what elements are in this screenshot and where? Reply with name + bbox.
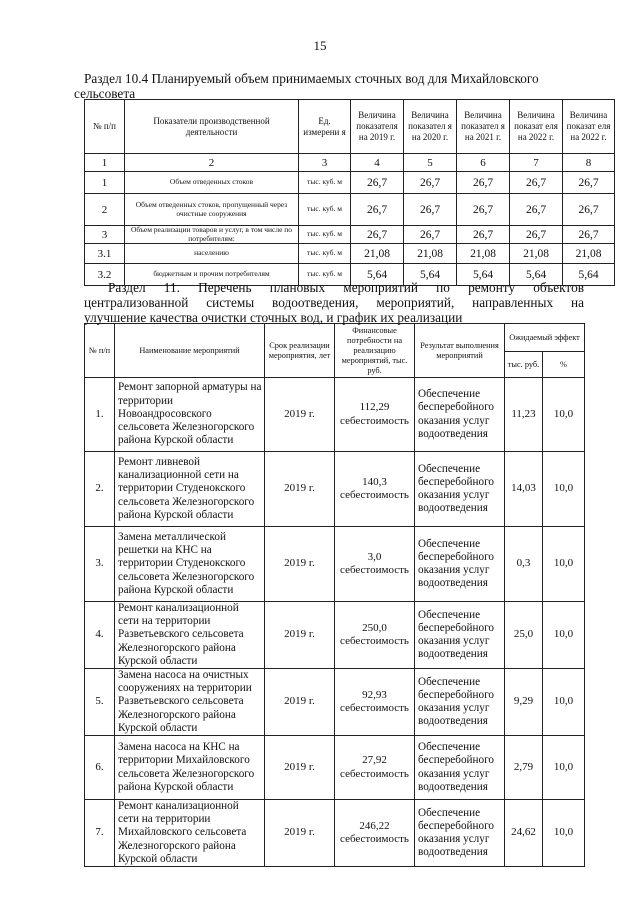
section-10-4-title-line1: Раздел 10.4 Планируемый объем принимаемых сточных вод для Михайловского <box>84 71 539 86</box>
row-indicator: Объем отведенных стоков <box>125 172 299 194</box>
page-number: 15 <box>313 38 327 53</box>
measure-finance <box>335 378 415 452</box>
effect-pct: 10,0 <box>543 378 585 452</box>
index-cell: 6 <box>457 154 510 172</box>
section-11-title <box>84 280 584 325</box>
measure-term: 2019 г. <box>265 800 335 867</box>
row-indicator: бюджетным и прочим потребителям <box>125 264 299 286</box>
row-number: 1. <box>85 378 115 452</box>
effect-rub: 2,79 <box>505 736 543 800</box>
index-cell: 5 <box>404 154 457 172</box>
measure-name: Замена насоса на КНС на территории Михайловского сельсовета Железногорского района Курской области <box>115 736 265 800</box>
measure-result: Обеспечение бесперебойного оказания услуг водоотведения <box>415 669 505 736</box>
measure-name: Ремонт запорной арматуры на территории Новоандросовского сельсовета Железногорского района Курской области <box>115 378 265 452</box>
value-cell: 26,7 <box>351 172 404 194</box>
value-cell: 5,64 <box>351 264 404 286</box>
measure-result: Обеспечение бесперебойного оказания услуг водоотведения <box>415 527 505 602</box>
header-effect-pct: % <box>543 352 585 378</box>
row-number: 3.1 <box>85 244 125 264</box>
value-cell: 26,7 <box>404 172 457 194</box>
row-number: 3.2 <box>85 264 125 286</box>
measure-result: Обеспечение бесперебойного оказания услуг водоотведения <box>415 378 505 452</box>
column-index-row <box>85 154 615 172</box>
table-header-row <box>85 100 615 154</box>
table-row <box>85 669 585 736</box>
header-num: № п/п <box>85 324 115 378</box>
header-cell: № п/п <box>85 100 125 154</box>
table-row <box>85 194 615 226</box>
value-cell: 26,7 <box>404 226 457 244</box>
measure-finance <box>335 736 415 800</box>
measure-name: Ремонт ливневой канализационной сети на территории Студенокского сельсовета Железногорского района Курской области <box>115 452 265 527</box>
effect-rub: 9,29 <box>505 669 543 736</box>
header-effect: Ожидаемый эффект <box>505 324 585 352</box>
measure-finance <box>335 452 415 527</box>
header-name: Наименование мероприятий <box>115 324 265 378</box>
table-row <box>85 378 585 452</box>
value-cell: 21,08 <box>351 244 404 264</box>
value-cell: 21,08 <box>510 244 563 264</box>
value-cell: 26,7 <box>404 194 457 226</box>
measure-term: 2019 г. <box>265 527 335 602</box>
row-number: 3. <box>85 527 115 602</box>
effect-pct: 10,0 <box>543 800 585 867</box>
effect-rub: 25,0 <box>505 602 543 669</box>
measures-table <box>84 323 585 867</box>
row-number: 2 <box>85 194 125 226</box>
header-cell: Ед. измерени я <box>299 100 351 154</box>
value-cell: 21,08 <box>563 244 615 264</box>
measure-name: Замена металлической решетки на КНС на территории Студенокского сельсовета Железногорского района Курской области <box>115 527 265 602</box>
measure-finance <box>335 669 415 736</box>
index-cell: 2 <box>125 154 299 172</box>
header-cell: Величина показател я на 2020 г. <box>404 100 457 154</box>
table-row <box>85 736 585 800</box>
table-row <box>85 244 615 264</box>
value-cell: 26,7 <box>510 172 563 194</box>
value-cell: 26,7 <box>563 194 615 226</box>
row-number: 4. <box>85 602 115 669</box>
row-unit: тыс. куб. м <box>299 244 351 264</box>
value-cell: 26,7 <box>457 172 510 194</box>
value-cell: 5,64 <box>510 264 563 286</box>
header-effect-rub: тыс. руб. <box>505 352 543 378</box>
measure-term: 2019 г. <box>265 452 335 527</box>
finance-source: себестоимость <box>340 833 409 846</box>
measure-result: Обеспечение бесперебойного оказания услуг водоотведения <box>415 736 505 800</box>
value-cell: 26,7 <box>457 226 510 244</box>
finance-value: 27,92 <box>362 754 387 767</box>
effect-pct: 10,0 <box>543 527 585 602</box>
header-finance: Финансовые потребности на реализацию мероприятий, тыс. руб. <box>335 324 415 378</box>
row-unit: тыс. куб. м <box>299 264 351 286</box>
row-number: 7. <box>85 800 115 867</box>
header-cell: Величина показател я на 2021 г. <box>457 100 510 154</box>
section-11-title-line3: улучшение качества очистки сточных вод, и график их реализации <box>84 310 463 325</box>
measure-result: Обеспечение бесперебойного оказания услуг водоотведения <box>415 800 505 867</box>
measure-term: 2019 г. <box>265 378 335 452</box>
measure-term: 2019 г. <box>265 669 335 736</box>
finance-source: себестоимость <box>340 414 409 427</box>
finance-source: себестоимость <box>340 767 409 780</box>
row-unit: тыс. куб. м <box>299 226 351 244</box>
finance-value: 3,0 <box>367 550 382 563</box>
finance-value: 112,29 <box>359 401 390 414</box>
value-cell: 5,64 <box>563 264 615 286</box>
table-row <box>85 527 585 602</box>
row-unit: тыс. куб. м <box>299 194 351 226</box>
finance-value: 250,0 <box>362 621 387 634</box>
value-cell: 26,7 <box>351 194 404 226</box>
section-11-title-line2: централизованной системы водоотведения, мероприятий, направленных на <box>84 295 584 310</box>
measure-term: 2019 г. <box>265 602 335 669</box>
header-term: Срок реализации мероприятия, лет <box>265 324 335 378</box>
effect-pct: 10,0 <box>543 452 585 527</box>
finance-value: 92,93 <box>362 688 387 701</box>
value-cell: 21,08 <box>404 244 457 264</box>
table-header-row <box>85 324 585 352</box>
row-unit: тыс. куб. м <box>299 172 351 194</box>
measure-term: 2019 г. <box>265 736 335 800</box>
finance-source: себестоимость <box>340 564 409 576</box>
index-cell: 8 <box>563 154 615 172</box>
table-row <box>85 226 615 244</box>
measure-finance <box>335 602 415 669</box>
effect-pct: 10,0 <box>543 736 585 800</box>
row-number: 5. <box>85 669 115 736</box>
index-cell: 1 <box>85 154 125 172</box>
row-number: 3 <box>85 226 125 244</box>
value-cell: 26,7 <box>563 172 615 194</box>
row-number: 1 <box>85 172 125 194</box>
value-cell: 26,7 <box>510 226 563 244</box>
wastewater-volume-table <box>84 99 615 286</box>
measure-name: Замена насоса на очистных сооружениях на территории Разветьевского сельсовета Железногорского района Курской области <box>115 669 265 736</box>
value-cell: 26,7 <box>351 226 404 244</box>
index-cell: 3 <box>299 154 351 172</box>
section-10-4-title-line2: сельсовета <box>74 86 136 101</box>
section-10-4-title <box>74 71 604 101</box>
effect-rub: 11,23 <box>505 378 543 452</box>
finance-value: 140,3 <box>362 475 387 488</box>
header-cell: Величина показат еля на 2022 г. <box>563 100 615 154</box>
value-cell: 21,08 <box>457 244 510 264</box>
index-cell: 4 <box>351 154 404 172</box>
effect-pct: 10,0 <box>543 669 585 736</box>
measure-finance <box>335 527 415 602</box>
header-cell: Величина показателя на 2019 г. <box>351 100 404 154</box>
effect-rub: 0,3 <box>505 527 543 602</box>
header-cell: Величина показат еля на 2022 г. <box>510 100 563 154</box>
header-result: Результат выполнения мероприятий <box>415 324 505 378</box>
finance-value: 246,22 <box>359 819 390 832</box>
measure-name: Ремонт канализационной сети на территории Михайловского сельсовета Железногорского района Курской области <box>115 800 265 867</box>
row-indicator: Объем отведенных стоков, пропущенный через очистные сооружения <box>125 194 299 226</box>
finance-source: себестоимость <box>340 489 409 501</box>
measure-result: Обеспечение бесперебойного оказания услуг водоотведения <box>415 452 505 527</box>
effect-pct: 10,0 <box>543 602 585 669</box>
measure-finance <box>335 800 415 867</box>
table-row <box>85 602 585 669</box>
row-indicator: Объем реализации товаров и услуг, в том числе по потребителям: <box>125 226 299 244</box>
measure-name: Ремонт канализационной сети на территории Разветьевского сельсовета Железногорского района Курской области <box>115 602 265 669</box>
value-cell: 5,64 <box>457 264 510 286</box>
header-cell: Показатели производственной деятельности <box>125 100 299 154</box>
table-row <box>85 800 585 867</box>
table-row <box>85 452 585 527</box>
finance-source: себестоимость <box>340 702 409 715</box>
value-cell: 26,7 <box>563 226 615 244</box>
value-cell: 26,7 <box>510 194 563 226</box>
value-cell: 26,7 <box>457 194 510 226</box>
row-number: 6. <box>85 736 115 800</box>
row-indicator: населению <box>125 244 299 264</box>
measure-result: Обеспечение бесперебойного оказания услуг водоотведения <box>415 602 505 669</box>
effect-rub: 24,62 <box>505 800 543 867</box>
effect-rub: 14,03 <box>505 452 543 527</box>
index-cell: 7 <box>510 154 563 172</box>
table-row <box>85 172 615 194</box>
finance-source: себестоимость <box>340 635 409 647</box>
value-cell: 5,64 <box>404 264 457 286</box>
row-number: 2. <box>85 452 115 527</box>
section-11-title-line1: Раздел 11. Перечень плановых мероприятий по ремонту объектов <box>108 280 584 295</box>
